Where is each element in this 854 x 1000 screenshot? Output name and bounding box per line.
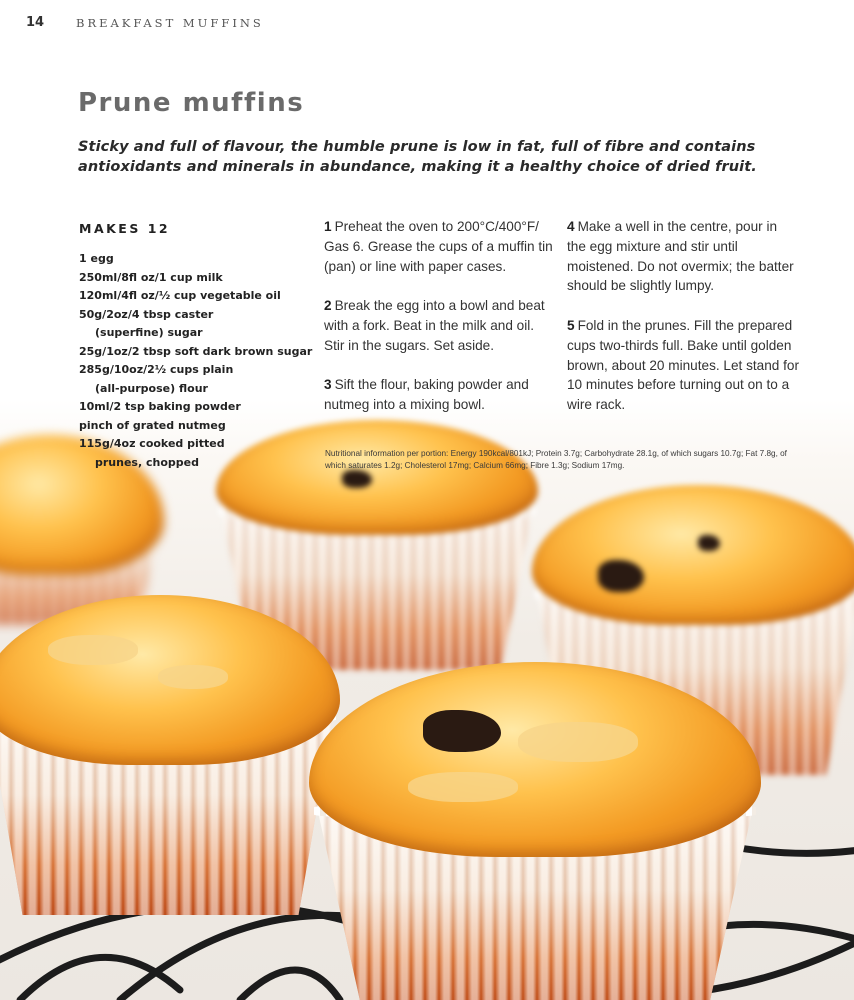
step-number: 4: [567, 219, 575, 234]
ingredient-item: (superfine) sugar: [95, 326, 203, 339]
step-number: 2: [324, 298, 332, 314]
ingredient-item: 250ml/8fl oz/1 cup milk: [79, 270, 223, 284]
ingredient-item: 1 egg: [79, 252, 114, 265]
ingredient-item: (all-purpose) flour: [95, 381, 208, 395]
step-number: 5: [567, 317, 575, 333]
step-text: Break the egg into a bowl and beat with a fork. Beat in the milk and oil. Stir in the sugars. Set aside.: [324, 298, 545, 353]
nutrition-info: Nutritional information per portion: Energy 190kcal/801kJ; Protein 3.7g; Carbohydrate 28.1g, of which sugars 10.7g; Fat 7.8g, of which saturates 1.2g; Cholesterol 17mg; Calcium 66mg; Fibre 1.3g; Sodium 17mg.: [325, 449, 787, 470]
ingredient-item: 120ml/4fl oz/½ cup vegetable oil: [79, 289, 281, 302]
step-text: Fold in the prunes. Fill the prepared cups two-thirds full. Bake until golden brown, about 20 minutes. Let stand for 10 minutes before turning out on to a wire rack.: [567, 317, 799, 413]
method-step: [324, 296, 556, 355]
recipe-title: Prune muffins: [78, 88, 305, 118]
recipe-intro: Sticky and full of flavour, the humble prune is low in fat, full of fibre and contains antioxidants and minerals in abundance, making it a healthy choice of dried fruit.: [78, 139, 757, 175]
method-step: [567, 217, 799, 296]
method-step: [324, 375, 556, 415]
step-text: Sift the flour, baking powder and nutmeg into a mixing bowl.: [324, 377, 529, 413]
ingredient-item: prunes, chopped: [95, 455, 199, 469]
muffin-front-left: [0, 595, 333, 915]
ingredient-item: 25g/1oz/2 tbsp soft dark brown sugar: [79, 344, 313, 358]
page-number: 14: [26, 15, 45, 30]
muffin-photo: [0, 400, 854, 1000]
method-step: [324, 217, 556, 276]
step-number: 3: [324, 377, 332, 393]
yield-heading: MAKES 12: [79, 221, 171, 236]
running-head: BREAKFAST MUFFINS: [76, 16, 264, 30]
method-column-2: [567, 217, 799, 435]
ingredient-item: 115g/4oz cooked pitted: [79, 437, 225, 450]
ingredient-item: 10ml/2 tsp baking powder: [79, 400, 241, 413]
method-column-1: [324, 217, 556, 435]
step-text: Preheat the oven to 200°C/400°F/ Gas 6. Grease the cups of a muffin tin (pan) or line with paper cases.: [324, 219, 553, 274]
step-text: Make a well in the centre, pour in the egg mixture and stir until moistened. Do not overmix; the batter should be slightly lumpy.: [567, 219, 794, 294]
method-step: [567, 316, 799, 415]
ingredient-item: 285g/10oz/2½ cups plain: [79, 363, 234, 376]
step-number: 1: [324, 219, 332, 234]
ingredient-list: [79, 250, 319, 472]
ingredient-item: 50g/2oz/4 tbsp caster: [79, 307, 214, 321]
ingredient-item: pinch of grated nutmeg: [79, 418, 226, 432]
muffin-front-center: [318, 662, 752, 1000]
